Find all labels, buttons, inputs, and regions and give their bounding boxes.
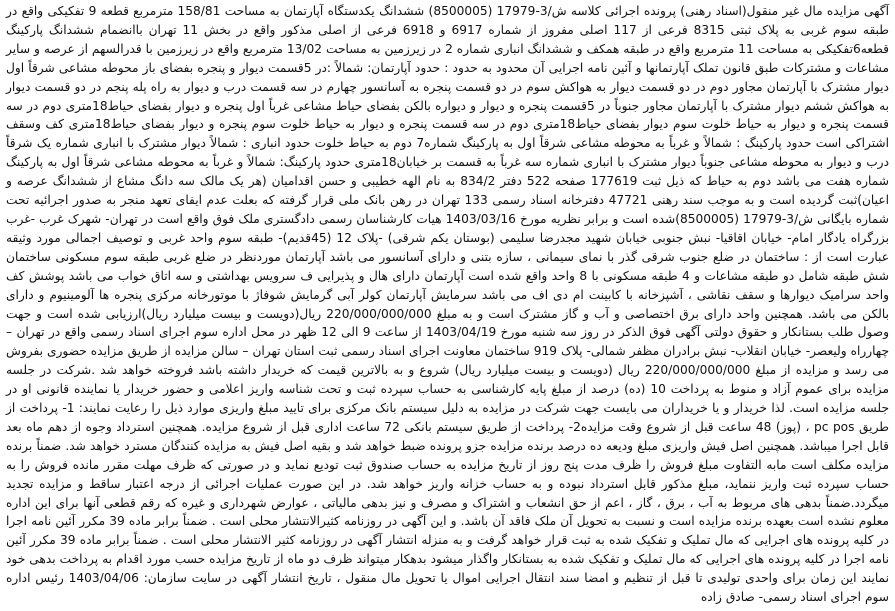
auction-notice-text: آگهی مزایده مال غیر منقول(اسناد رهنی) پرونده اجرائی کلاسه ش/3-17979 (8500005) ششدانگ یکدستگاه آپارتمان به مساحت 158/81 مترمربع قطعه 9 تفکیکی واقع در طبقه سوم غربی به پلاک ثبتی 8315 فرعی از 117 اصلی مفروز از شماره 6917 و 6918 فرعی از اصلی مذکور واقع در بخش 11 تهران باانضمام ششدانگ پارکینگ قطعه6تفکیکی به مساحت 11 مترمربع واقع در طبقه همکف و ششدانگ انباری شماره 2 در زیرزمین به مساحت 13/02 مترمربع واقع در زیرزمین با قدرالسهم از عرصه و سایر مشاعات و مشترکات طبق قانون تملک آپارتمانها و آئین نامه اجرایی آن محدود به حدود : حدود آپارتمان: شمالاً :در 5قسمت دیوار و پنجره بفضای باز محوطه مشاعی شرقاً اول دیوار مشترک با آپارتمان مجاور دوم در دو قسمت دیوار به هواکش سوم در دو قسمت پنجره به آسانسور چهارم در سه قسمت درب و دیوار به راه پله پنجم در دو قسمت دیوار به هواکش ششم دیوار مشترک با آپارتمان مجاور جنوباً در 5قسمت پنجره و دیوار و دیواره بالکن بفضای حیاط مشاعی غرباً اول پنجره و دیوار بفضای حیاط18متری دوم در سه قسمت پنجره و دیوار به حیاط خلوت سوم دیوار بفضای حیاط18متری دوم در سه قسمت پنجره و دیوار به حیاط خلوت سوم پنجره و دیوار بفضای حیاط18متری کف وسقف اشتراکی است حدود پارکینگ : شمالاً و غرباً به محوطه مشاعی شرقاً اول به پارکینگ شماره7 دوم به حیاط خلوت حدود انباری : شمالاً دیوار مشترک با انباری شماره یک شرقاً درب و دیوار به محوطه مشاعی جنوباً دیوار مشترک با انباری شماره سه غرباً به قسمت بر خیابان18متری حدود پارکینگ: شمالاً و غرباً به محوطه مشاعی شرقاً اول به پارکینگ شماره هفت می باشد دوم به حیاط که ذیل ثبت 177619 صفحه 522 دفتر 834/2 به نام الهه خطیبی و حسن اقدامیان (هر یک مالک سه دانگ مشاع از ششدانگ عرصه و اعیان)ثبت گردیده است و به موجب سند رهنی 47721 دفترخانه اسناد رسمی 133 تهران در رهن بانک ملی قرار گرفته که بعلت عدم ایفای تعهد منجر به صدور اجرائیه تحت شماره بایگانی ش/3-17979 (8500005)شده است و برابر نظریه مورخ 1403/03/16 هیات کارشناسان رسمی دادگستری ملک فوق واقع است در تهران- شهرک غرب -غرب بزرگراه یادگار امام- خیابان اقاقیا- نبش جنوبی خیابان شهید مجدرضا سلیمی (بوستان یکم شرقی) -پلاک 12 (45قدیم)- طبقه سوم واحد غربی و توصیف اجمالی مورد وثیقه عبارت است از : ساختمان در ضلع جنوب شرقی گذر با نمای سیمانی ، سازه بتنی و دارای آسانسور می باشد آپارتمان موردنظر در ضلع غربی طبقه سوم مسکونی ساختمان شش طبقه شامل دو طبقه مشاعات و 4 طبقه مسکونی با 8 واحد واقع شده است آپارتمان دارای هال و پذیرایی ف سرویس بهداشتی و سه اتاق خواب می باشد پوشش کف واحد سرامیک دیوارها و سقف نقاشی ، آشپزخانه با کابینت ام دی اف می باشد سرمایش آپارتمان کولر آبی گرمایش شوفاژ با موتورخانه مرکزی پنجره ها آلومینیوم و دارای بالکن می باشد. همچنین واحد دارای برق اختصاصی و آب و گاز مشترک است و به مبلغ 220/000/000/000 ریال(دویست و بیست میلیارد ریال)ارزیابی شده است و جهت وصول طلب بستانکار و حقوق دولتی آگهی فوق الذکر در روز سه شنبه مورخ 1403/04/19 از ساعت 9 الی 12 ظهر در محل اداره سوم اجرای اسناد رسمی واقع در تهران – چهارراه ولیعصر- خیابان انقلاب- نبش برادران مظفر شمالی- پلاک 919 ساختمان معاونت اجرای اسناد رسمی ثبت استان تهران – سالن مزایده از طریق مزایده حضوری بفروش می رسد و مزایده از مبلغ 220/000/000/000 ریال (دویست و بیست میلیارد ریال) شروع و به بالاترین قیمت که خریدار داشته باشد فروخته خواهد شد .شرکت در جلسه مزایده برای عموم آزاد و منوط به پرداخت 10 (ده) درصد از مبلغ پایه کارشناسی به حساب سپرده ثبت و تحت شناسه واریز اعلامی و حضور خریدار یا نماینده قانونی او در جلسه مزایده است. لذا خریدار و یا خریداران می بایست جهت شرکت در مزایده به دلیل سیستم بانک مرکزی برای تایید مبلغ واریزی موارد ذیل را رعایت نمایند: 1- پرداخت از طریق pc pos ، (پوز) 48 ساعت قبل از شروع وقت مزایده2- پرداخت از طریق سیستم بانکی 72 ساعت اداری قبل از شروع مزایده. همچنین استرداد وجوه از دهم ماه بعد قابل اجرا میباشد. همچنین اصل فیش واریزی مبلغ ودیعه ده درصد برنده مزایده جزو پرونده ضبط خواهد شد و بقیه اصل فیش به مزایده کنندگان مسترد خواهد شد. ضمناً برنده مزایده مکلف است مابه التفاوت مبلغ فروش را ظرف مدت پنج روز از تاریخ مزایده به حساب صندوق ثبت تودیع نماید و در صورتی که ظرف مهلت مقرر مانده فروش را به حساب سپرده ثبت واریز ننماید، مبلغ مذکور قابل استرداد نبوده و به حساب خزانه واریز خواهد شد. در این صورت عملیات اجرائی از درجه اعتبار ساقط و مزایده تجدید میگردد.ضمناً بدهی های مربوط به آب ، برق ، گاز ، اعم از حق انشعاب و اشتراک و مصرف و نیز بدهی مالیاتی ، عوارض شهرداری و غیره که رقم قطعی آنها برای این اداره معلوم نشده است بعهده برنده مزایده است و نسبت به تحویل آن ملک فاقد آن باشد. و این آگهی در روزنامه کثیرالانتشار محلی است . ضمناً برابر ماده 39 مکرر آئین نامه اجرا در کلیه پرونده های اجرایی که مال تملیک و تفکیک شده به ثبت قرار خواهد گرفت و به منزله انتشار آگهی در روزنامه کثیر الانتشار محلی است . ضمناً برابر ماده 39 مکرر آئین نامه اجرا در کلیه پرونده های اجرایی که مال تملیک و تفکیک شده به بستانکار واگذار میشود بدهکار میتواند ظرف دو ماه از تاریخ مزایده حسب مورد اقدام به پرداخت بدهی خود نمایند این زمان برای واحدی تولیدی تا قبل از تنظیم و امضا سند انتقال اجرایی اموال یا تحویل مال منقول ، تاریخ انتشار آگهی در سایت سازمان: 1403/04/06 رئیس اداره سوم اجرای اسناد رسمی- صادق زاده (6, 4, 890, 605)
